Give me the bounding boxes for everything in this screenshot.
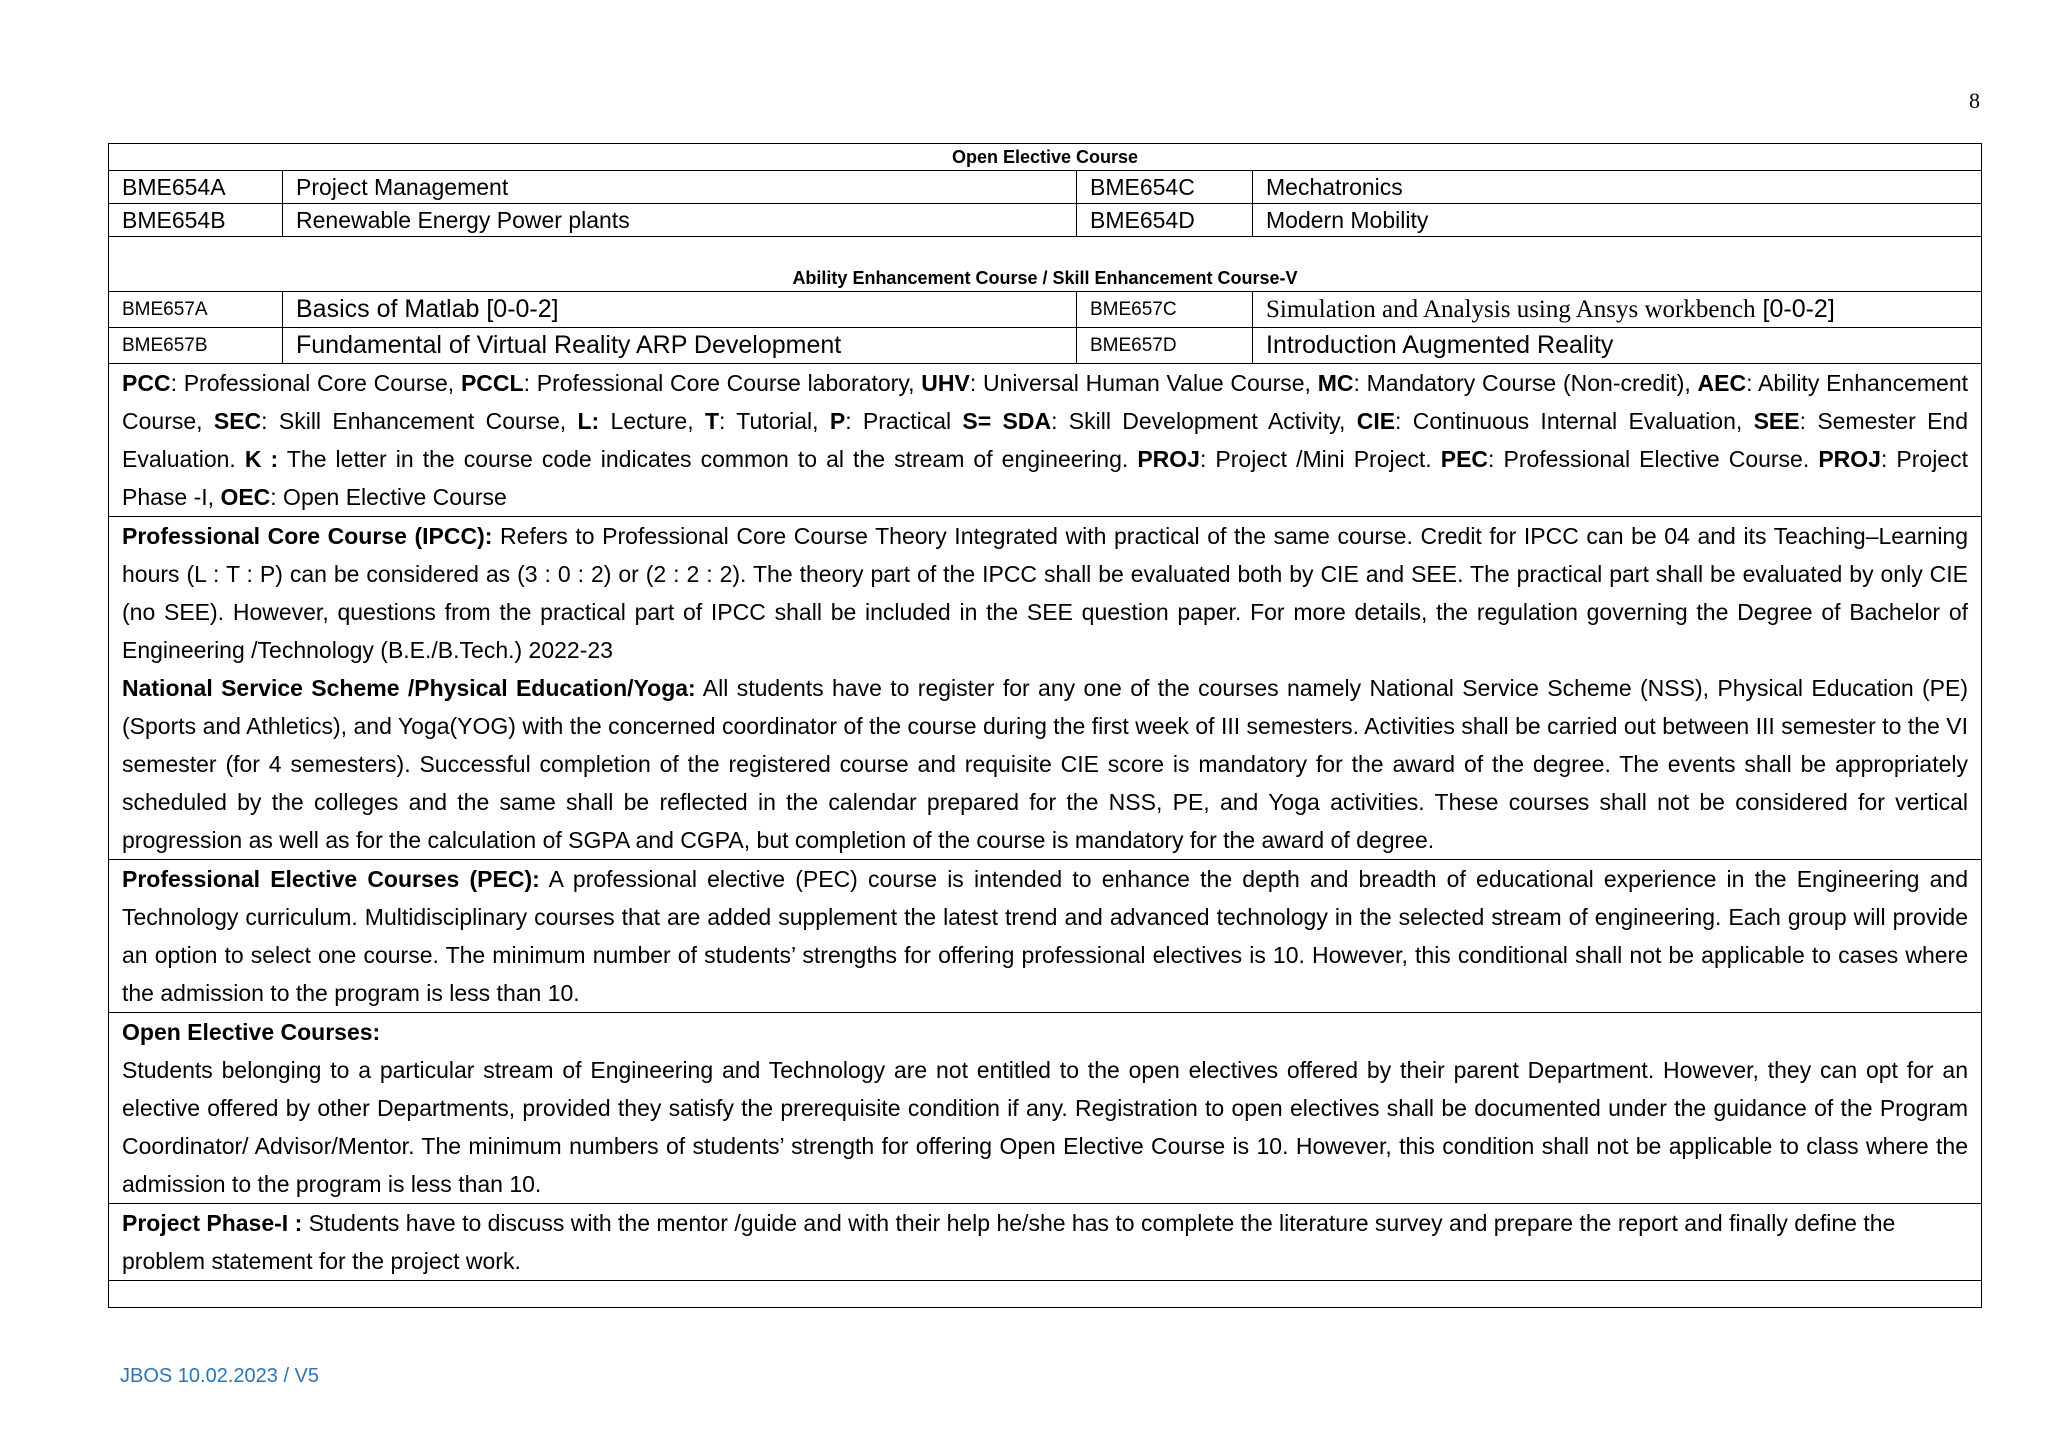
abbreviation-term: S= SDA [962, 408, 1052, 434]
ipcc-nss-cell [109, 517, 1982, 860]
course-title [1253, 292, 1982, 328]
course-code: BME657D [1077, 328, 1253, 364]
oec-row [109, 1013, 1982, 1204]
ipcc-text: Refers to Professional Core Course Theory Integrated with practical of the same course. Credit for IPCC can be 04 and its Teaching–Learning hours (L : T : P) can be considered as (3 : 0 : 2) or (2 : 2 : 2). The theory part of the IPCC shall be evaluated both by CIE and SEE. The practical part shall be evaluated by only CIE (no SEE). However, questions from the practical part of IPCC shall be included in the SEE question paper. For more details, the regulation governing the Degree of Bachelor of Engineering /Technology (B.E./B.Tech.) 2022-23 [122, 523, 1969, 663]
course-code: BME657B [109, 328, 283, 364]
aec-header: Ability Enhancement Course / Skill Enhancement Course-V [109, 237, 1982, 292]
course-code: BME654A [109, 171, 283, 204]
oec-label: Open Elective Courses: [122, 1019, 381, 1045]
abbreviations-paragraph [122, 364, 1968, 516]
oec-heading [122, 1013, 1968, 1051]
empty-cell [109, 1281, 1982, 1308]
oec-cell [109, 1013, 1982, 1204]
abbreviation-term: K : [244, 446, 279, 472]
abbreviation-term: MC [1317, 370, 1354, 396]
abbreviation-term: SEC [213, 408, 262, 434]
ipcc-nss-row [109, 517, 1982, 860]
open-elective-header: Open Elective Course [109, 144, 1982, 171]
footer-version: JBOS 10.02.2023 / V5 [120, 1365, 320, 1387]
course-title: Introduction Augmented Reality [1253, 328, 1982, 364]
abbreviations-row [109, 364, 1982, 517]
pec-label: Professional Elective Courses (PEC): [122, 866, 540, 892]
course-title: Renewable Energy Power plants [283, 204, 1077, 237]
abbreviation-description: Lecture, [599, 408, 705, 434]
course-table [108, 143, 1982, 1308]
course-title: Mechatronics [1253, 171, 1982, 204]
abbreviation-description: : Professional Core Course, [170, 370, 461, 396]
project-label: Project Phase-I : [122, 1210, 303, 1236]
abbreviation-description: : Skill Enhancement Course, [261, 408, 578, 434]
abbreviation-description: : Practical [845, 408, 963, 434]
nss-label: National Service Scheme /Physical Education/Yoga: [122, 675, 696, 701]
pec-text: A professional elective (PEC) course is intended to enhance the depth and breadth of educational experience in the Engineering and Technology curriculum. Multidisciplinary courses that are added supplement the latest trend and advanced technology in the selected stream of engineering. Each group will provide an option to select one course. The minimum number of students’ strengths for offering professional electives is 10. However, this conditional shall not be applicable to cases where the admission to the program is less than 10. [122, 866, 1969, 1006]
page-number: 8 [1969, 88, 1980, 113]
abbreviation-term: UHV [921, 370, 970, 396]
abbreviation-term: PROJ [1818, 446, 1881, 472]
abbreviation-description: : Mandatory Course (Non-credit), [1353, 370, 1698, 396]
project-paragraph [122, 1204, 1968, 1280]
oec-paragraph: Students belonging to a particular stream of Engineering and Technology are not entitled to the open electives offered by their parent Department. However, they can opt for an elective offered by other Departments, provided they satisfy the prerequisite condition if any. Registration to open electives shall be documented under the guidance of the Program Coordinator/ Advisor/Mentor. The minimum numbers of students’ strength for offering Open Elective Course is 10. However, this condition shall not be applicable to class where the admission to the program is less than 10. [122, 1057, 1969, 1197]
pec-row [109, 860, 1982, 1013]
abbreviation-term: PCCL [460, 370, 524, 396]
course-title: Project Management [283, 171, 1077, 204]
table-row [109, 171, 1982, 204]
abbreviation-description: : Semester End Evaluation. [122, 408, 1969, 472]
ipcc-label: Professional Core Course (IPCC): [122, 523, 493, 549]
abbreviation-term: OEC [220, 484, 271, 510]
project-text: Students have to discuss with the mentor /guide and with their help he/she has to complete the literature survey and prepare the report and finally define the problem statement for the project work. [122, 1210, 1896, 1274]
nss-paragraph [122, 669, 1968, 859]
course-title: Basics of Matlab [0-0-2] [283, 292, 1077, 328]
abbreviation-description: : Project /Mini Project. [1199, 446, 1441, 472]
empty-row [109, 1281, 1982, 1308]
abbreviation-description: : Open Elective Course [270, 484, 507, 510]
table-row [109, 292, 1982, 328]
course-code: BME654C [1077, 171, 1253, 204]
nss-text: All students have to register for any one of the courses namely National Service Scheme (NSS), Physical Education (PE)(Sports and Athletics), and Yoga(YOG) with the concerned coordinator of the course during the first week of III semesters. Activities shall be carried out between III semester to the VI semester (for 4 semesters). Successful completion of the registered course and requisite CIE score is mandatory for the award of the degree. The events shall be appropriately scheduled by the colleges and the same shall be reflected in the calendar prepared for the NSS, PE, and Yoga activities. These courses shall not be considered for vertical progression as well as for the calculation of SGPA and CGPA, but completion of the course is mandatory for the award of degree. [122, 675, 1969, 853]
project-cell [109, 1204, 1982, 1281]
table-row [109, 328, 1982, 364]
course-code: BME657A [109, 292, 283, 328]
open-elective-header-row [109, 144, 1982, 171]
abbreviation-term: PCC [122, 370, 171, 396]
abbreviation-description: The letter in the course code indicates common to al the stream of engineering. [278, 446, 1138, 472]
course-title: Fundamental of Virtual Reality ARP Development [283, 328, 1077, 364]
abbreviation-description: : Tutorial, [719, 408, 830, 434]
course-code: BME654B [109, 204, 283, 237]
abbreviation-term: PEC [1440, 446, 1489, 472]
abbreviation-description: : Project Phase -I, [122, 446, 1968, 510]
abbreviation-description: : Continuous Internal Evaluation, [1395, 408, 1754, 434]
abbreviations-text [109, 364, 1982, 517]
abbreviation-term: AEC [1697, 370, 1747, 396]
ipcc-paragraph [122, 517, 1968, 669]
course-title: Modern Mobility [1253, 204, 1982, 237]
course-code: BME654D [1077, 204, 1253, 237]
abbreviation-term: CIE [1356, 408, 1396, 434]
abbreviation-term: T [704, 408, 719, 434]
abbreviation-description: : Ability Enhancement Course, [122, 370, 1969, 434]
abbreviation-term: P [829, 408, 846, 434]
abbreviation-term: L: [577, 408, 600, 434]
table-row [109, 204, 1982, 237]
pec-paragraph [122, 860, 1968, 1012]
abbreviation-description: : Universal Human Value Course, [969, 370, 1318, 396]
aec-header-row [109, 237, 1982, 292]
abbreviation-term: PROJ [1137, 446, 1200, 472]
abbreviation-description: : Professional Core Course laboratory, [523, 370, 922, 396]
course-code: BME657C [1077, 292, 1253, 328]
pec-cell [109, 860, 1982, 1013]
course-title-text: Simulation and Analysis using Ansys workbench [1266, 296, 1756, 323]
abbreviation-description: : Professional Elective Course. [1488, 446, 1819, 472]
abbreviation-description: : Skill Development Activity, [1051, 408, 1357, 434]
course-credits: [0-0-2] [1755, 295, 1835, 323]
abbreviation-term: SEE [1753, 408, 1800, 434]
project-row [109, 1204, 1982, 1281]
